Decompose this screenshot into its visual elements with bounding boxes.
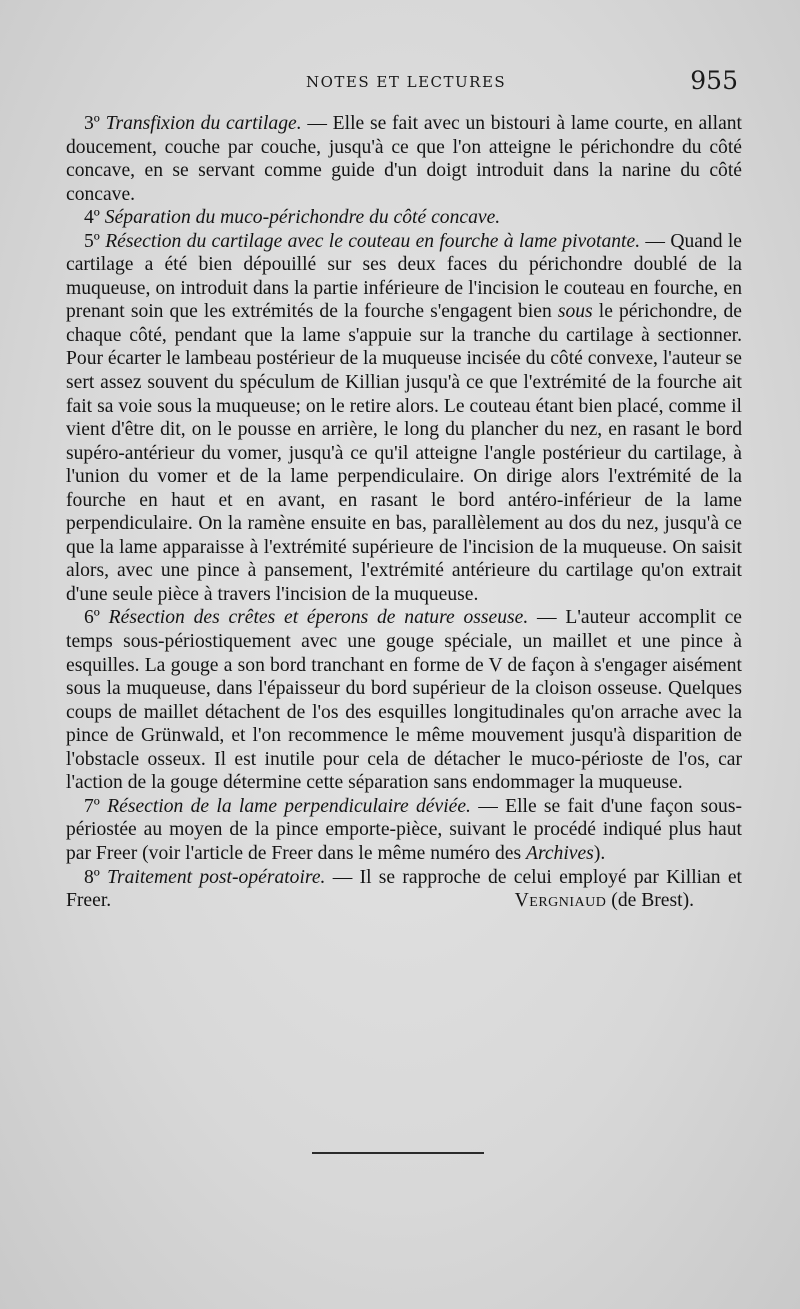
page-number: 955 bbox=[690, 66, 738, 95]
paragraph-text: — Elle se fait d'une façon sous-périostée au moyen de la pince emporte-pièce, suivant le procédé indiqué plus haut par Freer (voir l'article de Freer dans le même numéro des bbox=[66, 795, 743, 864]
paragraph-4 bbox=[66, 206, 742, 230]
article-body bbox=[66, 112, 742, 913]
paragraph-6 bbox=[66, 606, 742, 794]
author-place: (de Brest). bbox=[611, 890, 694, 912]
paragraph-number: 5º bbox=[84, 230, 100, 252]
paragraph-number: 3º bbox=[84, 113, 100, 134]
paragraph-3 bbox=[66, 112, 742, 206]
paragraph-text: — Il se rapproche de celui employé par Killian et Freer. bbox=[66, 866, 742, 912]
author-name: Vergniaud bbox=[514, 890, 607, 912]
paragraph-title: Résection de la lame perpendiculaire déviée. bbox=[107, 795, 471, 817]
paragraph-number: 7º bbox=[84, 795, 100, 817]
paragraph-title: Séparation du muco-périchondre du côté concave. bbox=[104, 207, 501, 229]
running-head: NOTES ET LECTURES bbox=[306, 73, 507, 91]
paragraph-7 bbox=[66, 795, 742, 866]
author-signature bbox=[497, 889, 694, 913]
paragraph-title: Transfixion du cartilage. bbox=[105, 113, 302, 134]
paragraph-5 bbox=[66, 230, 742, 607]
page-header bbox=[0, 64, 800, 100]
paragraph-title: Traitement post-opératoire. bbox=[107, 866, 326, 888]
emphasis-word: Archives bbox=[525, 842, 594, 864]
paragraph-title: Résection du cartilage avec le couteau en fourche à lame pivotante. bbox=[105, 230, 641, 252]
paragraph-number: 6º bbox=[84, 607, 100, 629]
paragraph-title: Résection des crêtes et éperons de nature osseuse. bbox=[108, 607, 529, 629]
paragraph-text: — Elle se fait avec un bistouri à lame courte, en allant doucement, couche par couche, jusqu'à ce que l'on atteigne le périchondre du côté concave, en se servant comme guide d'un doigt introduit dans la narine du côté concave. bbox=[66, 113, 743, 205]
end-rule bbox=[312, 1152, 484, 1154]
paragraph-text-cont: ). bbox=[593, 842, 606, 864]
paragraph-8 bbox=[66, 866, 742, 913]
paragraph-text: — Quand le cartilage a été bien dépouillé sur ses deux faces du périchondre doublé de la muqueuse, on introduit dans la partie inférieure de l'incision le couteau en fourche, en prenant soin que les extrémités de la fourche s'engagent bien bbox=[66, 230, 742, 323]
paragraph-text: — L'auteur accomplit ce temps sous-périostiquement avec une gouge spéciale, un maillet et une pince à esquilles. La gouge a son bord tranchant en forme de V de façon à s'engager aisément sous la muqueuse, dans l'épaisseur du bord supérieur de la cloison osseuse. Quelques coups de maillet détachent de l'os des esquilles longitudinales qu'on arrache avec la pince de Grünwald, et l'on recommence le même mouvement jusqu'à disparition de l'obstacle osseux. Il est inutile pour cela de détacher le muco-périoste de l'os, car l'action de la gouge détermine cette séparation sans endommager la muqueuse. bbox=[66, 607, 742, 794]
paragraph-number: 8º bbox=[84, 866, 100, 888]
paragraph-text-cont: le périchondre, de chaque côté, pendant que la lame s'appuie sur la tranche du cartilage à sectionner. Pour écarter le lambeau postérieur de la muqueuse incisée du côté convexe, l'auteur se sert assez souvent du spéculum de Killian jusqu'à ce que l'extrémité de la fourche ait fait sa voie sous la muqueuse; on le retire alors. Le couteau étant bien placé, comme il vient d'être dit, on le pousse en arrière, le long du plancher du nez, en rasant le bord supéro-antérieur du vomer, jusqu'à ce qu'il atteigne l'angle postérieur du cartilage, à l'union du vomer et de la lame perpendiculaire. On dirige alors l'extrémité de la fourche en haut et en avant, en rasant le bord antéro-inférieur de la lame perpendiculaire. On la ramène ensuite en bas, parallèlement au dos du nez, jusqu'à ce que la lame apparaisse à l'extrémité supérieure de l'incision de la muqueuse. On saisit alors, avec une pince à pansement, l'extrémité antérieure du cartilage qu'on extrait d'une seule pièce à travers l'incision de la muqueuse. bbox=[66, 301, 742, 605]
emphasis-word: sous bbox=[557, 301, 593, 323]
paragraph-number: 4º bbox=[84, 207, 100, 229]
